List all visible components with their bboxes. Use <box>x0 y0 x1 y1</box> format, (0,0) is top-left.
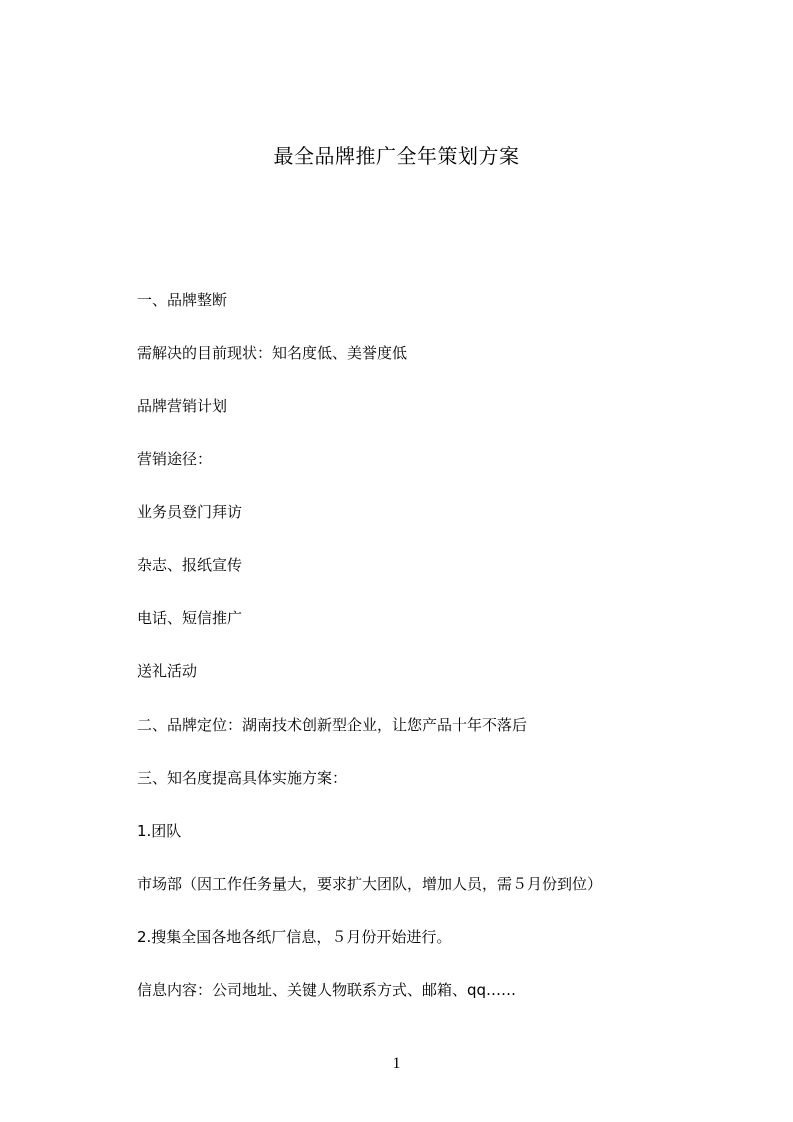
paragraph-marketing-plan: 品牌营销计划 <box>137 397 228 415</box>
paragraph-gift-events: 送礼活动 <box>137 662 198 680</box>
paragraph-print-media: 杂志、报纸宣传 <box>137 556 243 574</box>
page-number: 1 <box>392 1055 401 1072</box>
document-title: 最全品牌推广全年策划方案 <box>273 144 520 168</box>
section-heading-brand-positioning: 二、品牌定位：湖南技术创新型企业，让您产品十年不落后 <box>137 716 528 734</box>
list-item-team: 1.团队 <box>137 822 182 840</box>
section-heading-awareness-plan: 三、知名度提高具体实施方案： <box>137 769 348 787</box>
paragraph-info-content: 信息内容：公司地址、关键人物联系方式、邮箱、qq…… <box>137 981 517 999</box>
list-item-collect-info: 2.搜集全国各地各纸厂信息，５月份开始进行。 <box>137 928 452 946</box>
paragraph-door-to-door-visits: 业务员登门拜访 <box>137 503 243 521</box>
paragraph-marketing-channels: 营销途径： <box>137 450 213 468</box>
paragraph-marketing-department: 市场部（因工作任务量大，要求扩大团队，增加人员，需５月份到位） <box>137 875 603 893</box>
paragraph-phone-sms: 电话、短信推广 <box>137 609 243 627</box>
paragraph-current-status: 需解决的目前现状：知名度低、美誉度低 <box>137 344 408 362</box>
section-heading-brand-diagnosis: 一、品牌整断 <box>137 291 228 309</box>
